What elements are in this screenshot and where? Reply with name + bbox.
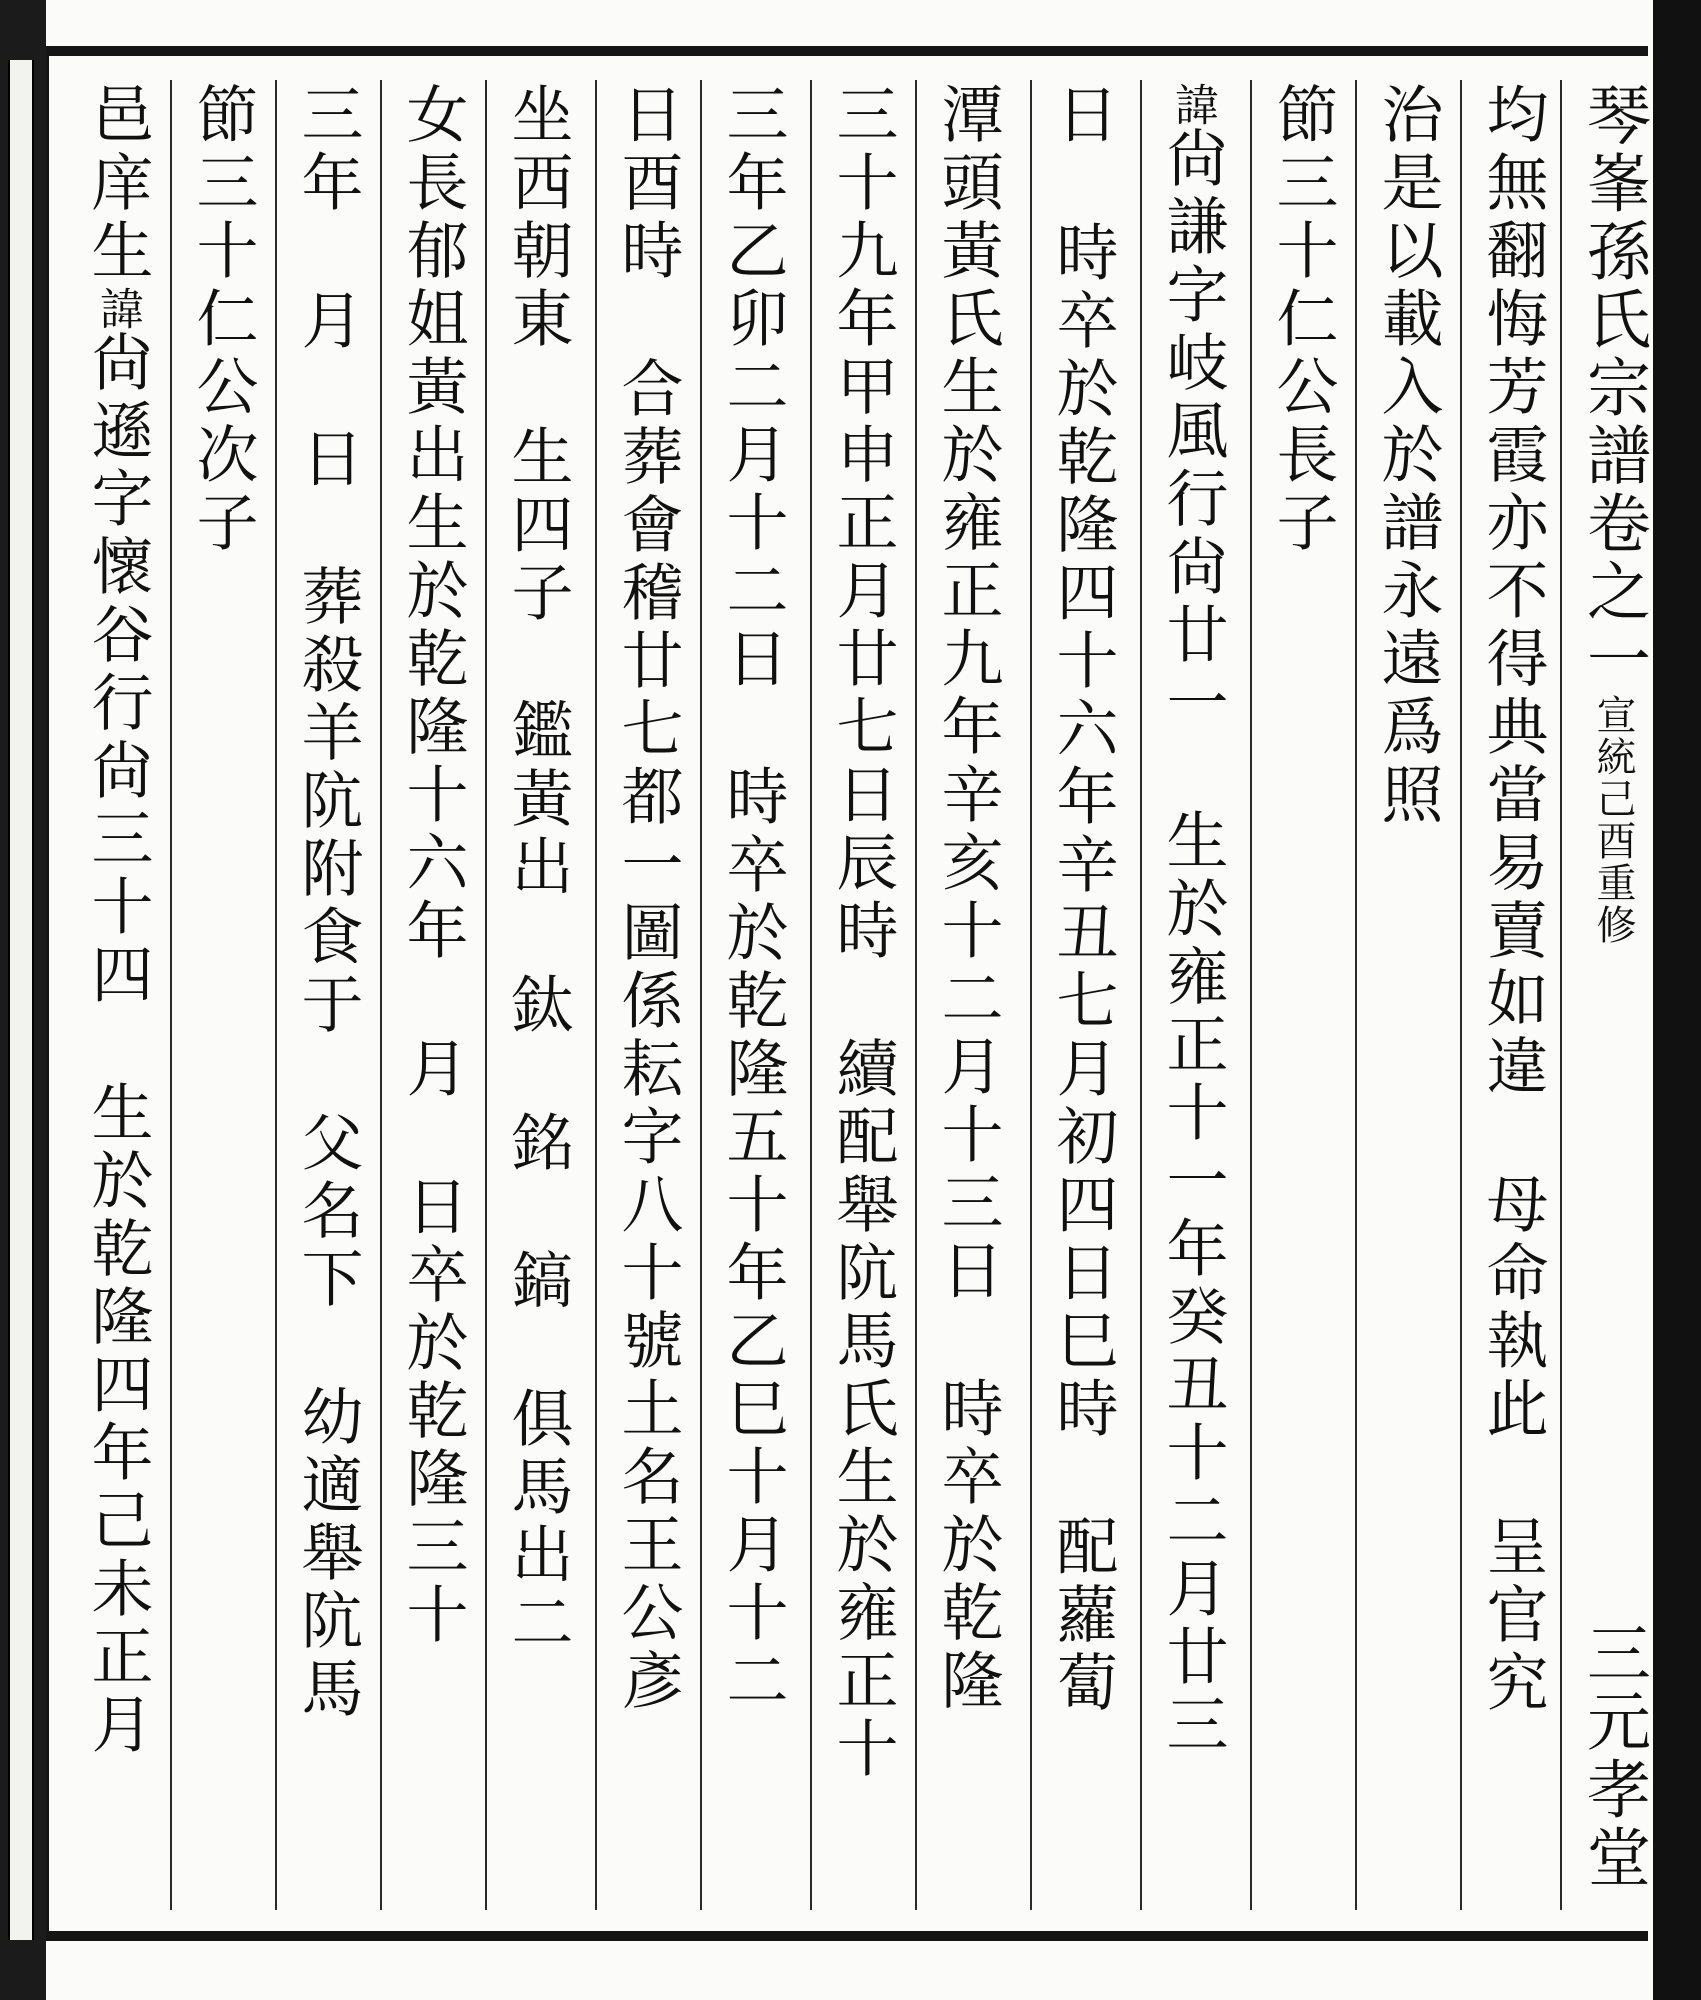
text-column: 女長郁姐黃出生於乾隆十六年月日卒於乾隆三十 — [396, 82, 469, 1650]
text-column: 三年月日葬殺羊阬附食于父名下幼適舉阬馬 — [291, 82, 364, 1724]
folio-label: 三元孝堂 — [1576, 1620, 1650, 1892]
page-edge — [1653, 0, 1701, 2000]
text-column: 坐西朝東生四子鑑黃出鈦銘鎬俱馬出二 — [501, 82, 574, 1658]
text-column: 日時卒於乾隆四十六年辛丑七月初四日巳時配蘿蔔 — [1046, 82, 1119, 1718]
text-column: 節三十仁公次子 — [186, 82, 259, 558]
book-title: 琴峯孫氏宗譜 — [1576, 82, 1650, 490]
text-column: 節三十仁公長子 — [1266, 82, 1339, 558]
binding-margin — [0, 0, 46, 2000]
text-column: 三年乙卯二月十二日時卒於乾隆五十年乙巳十月十二 — [716, 82, 789, 1716]
text-column: 日酉時合葬會稽廿七都一圖係耘字八十號土名王公彥 — [611, 82, 684, 1716]
volume-label: 卷之一 — [1576, 490, 1650, 694]
text-column: 邑庠生諱尙遜字懷谷行尙三十四生於乾隆四年己未正月 — [81, 82, 154, 1760]
text-column: 諱尙謙字岐風行尙廿一生於雍正十一年癸丑十二月廿三 — [1156, 82, 1229, 1760]
text-column: 治是以載入於譜永遠爲照 — [1371, 82, 1444, 830]
edition-note: 宣統己酉重修 — [1590, 694, 1636, 946]
text-column: 三十九年甲申正月廿七日辰時續配舉阬馬氏生於雍正十 — [826, 82, 899, 1784]
folio — [1568, 1620, 1658, 1892]
text-column: 均無翻悔芳霞亦不得典當易賣如違母命執此呈官究 — [1476, 82, 1549, 1718]
text-column: 潭頭黃氏生於雍正九年辛亥十二月十三日時卒於乾隆 — [931, 82, 1004, 1716]
page-header — [1568, 82, 1658, 1912]
binding-strip — [8, 60, 34, 1940]
